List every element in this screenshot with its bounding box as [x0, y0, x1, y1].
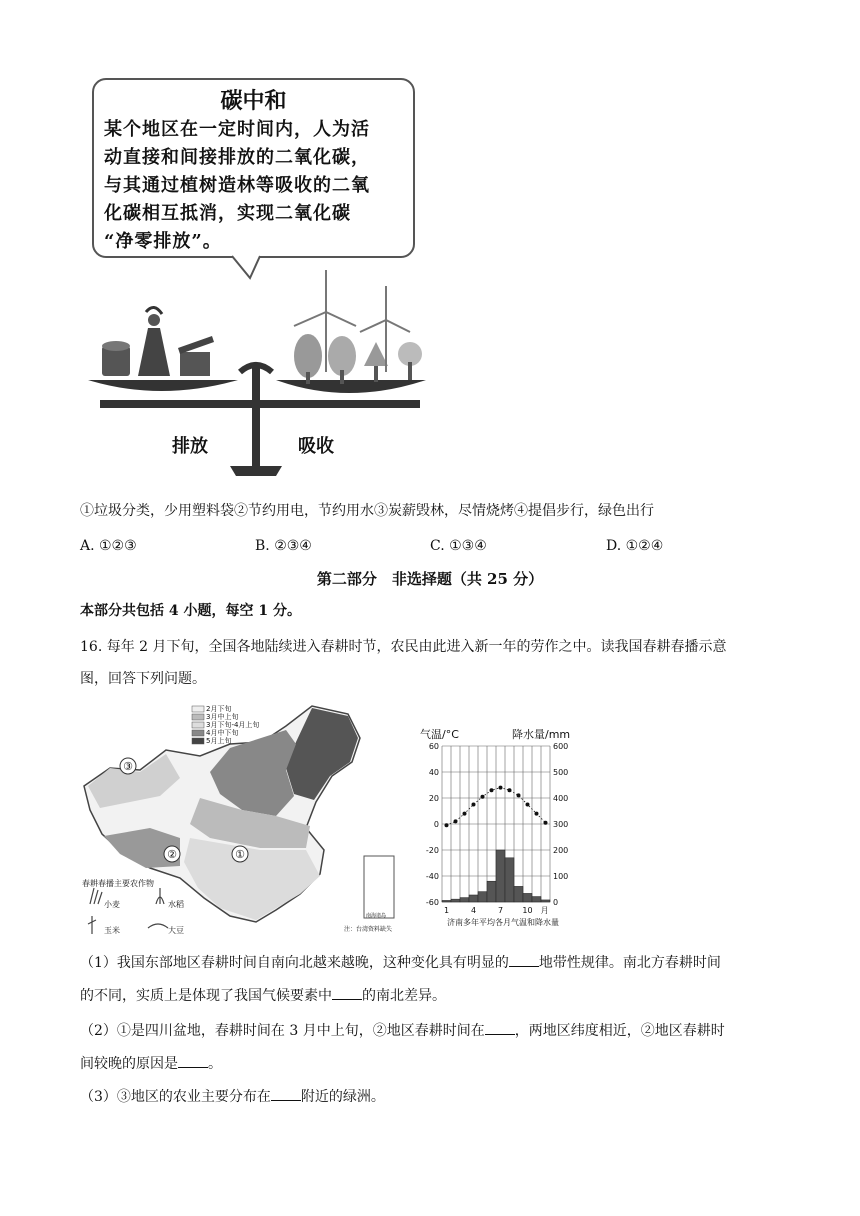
answer-blank[interactable]: [509, 952, 539, 967]
q16-sub2-text-c: 间较晚的原因是: [80, 1056, 178, 1072]
option-d: D. ①②④: [606, 538, 664, 554]
temperature-point: [535, 812, 539, 816]
precip-bar: [469, 895, 478, 902]
q16-sub1-text-c: 的不同，实质上是体现了我国气候要素中: [80, 988, 332, 1004]
option-b: B. ②③④: [255, 538, 312, 554]
q16-sub2-text-a: （2）①是四川盆地，春耕时间在 3 月中上旬，②地区春耕时间在: [80, 1023, 485, 1039]
absorption-label: 吸收: [298, 436, 334, 457]
x-tick-label: 4: [470, 906, 477, 915]
option-c: C. ①③④: [430, 538, 487, 554]
option-a: A. ①②③: [80, 538, 137, 554]
q16-sub1-line1: [80, 952, 721, 973]
precip-bar: [523, 893, 532, 902]
marker-1-label: ①: [235, 848, 245, 861]
oil-derrick-icon: [102, 307, 214, 376]
legend-item: 2月下旬: [206, 705, 232, 713]
callout-title: 碳中和: [220, 88, 287, 114]
x-tick-label: 月: [540, 906, 549, 915]
q16-sub2-line2: [80, 1053, 222, 1074]
precip-bar: [541, 900, 550, 902]
trees-icon: [294, 334, 422, 384]
callout-line: 化碳相互抵消，实现二氧化碳: [104, 203, 351, 224]
q16-sub2-text-b: ，两地区纬度相近，②地区春耕时: [514, 1023, 725, 1039]
right-pan: [276, 380, 426, 393]
precip-bar: [460, 898, 469, 902]
climate-chart: [420, 740, 580, 920]
q15-statements: ①垃圾分类，少用塑料袋②节约用电，节约用水③炭薪毁林，尽情烧烤④提倡步行，绿色出行: [80, 503, 654, 519]
precip-bar: [514, 886, 523, 902]
marker-3-label: ③: [123, 760, 133, 773]
crop-corn: 玉米: [104, 926, 120, 935]
left-tick-label: 40: [428, 768, 439, 777]
map-legend: [192, 706, 204, 744]
right-tick-label: 500: [553, 768, 569, 777]
left-pan: [88, 380, 238, 391]
crop-legend-title: 春耕春播主要农作物: [82, 879, 154, 888]
crop-soybean: 大豆: [168, 926, 184, 935]
chart-left-axis-title: 气温/°C: [420, 728, 459, 741]
region-mar-mid: [184, 838, 320, 920]
temperature-point: [508, 788, 512, 792]
left-tick-label: 20: [428, 794, 439, 803]
q16-sub2-text-d: 。: [208, 1056, 222, 1072]
left-tick-label: 0: [433, 820, 439, 829]
marker-2-label: ②: [167, 848, 177, 861]
callout-line: 某个地区在一定时间内，人为活: [104, 119, 370, 140]
answer-blank[interactable]: [271, 1086, 301, 1101]
q16-sub3-text-b: 附近的绿洲。: [300, 1089, 385, 1105]
q16-sub1-text-a: （1）我国东部地区春耕时间自南向北越来越晚，这种变化具有明显的: [80, 955, 509, 971]
q16-intro-line2: 图，回答下列问题。: [80, 671, 206, 687]
answer-blank[interactable]: [485, 1020, 515, 1035]
left-tick-label: -20: [425, 846, 439, 855]
q16-sub1-text-b: 地带性规律。南北方春耕时间: [538, 955, 721, 971]
legend-item: 3月下旬-4月上旬: [206, 721, 260, 729]
emission-label: 排放: [172, 436, 208, 457]
carbon-neutral-callout: [92, 78, 415, 258]
china-spring-plowing-map: [80, 698, 398, 942]
temperature-point: [490, 788, 494, 792]
precip-bar: [487, 881, 496, 902]
precip-bar: [532, 897, 541, 902]
right-tick-label: 400: [553, 794, 569, 803]
left-tick-label: 60: [428, 742, 439, 751]
precip-bar: [451, 899, 460, 902]
callout-line: 与其通过植树造林等吸收的二氧: [104, 175, 370, 196]
south-sea-inset: [364, 856, 394, 918]
q16-sub3-line: [80, 1086, 385, 1107]
x-tick-label: 7: [497, 906, 504, 915]
precip-bar: [496, 850, 505, 902]
callout-line: “净零排放”。: [104, 231, 222, 252]
crop-wheat: 小麦: [104, 900, 120, 909]
temperature-point: [472, 803, 476, 807]
chart-title: 济南多年平均各月气温和降水量: [447, 918, 559, 927]
crop-rice: 水稻: [168, 900, 184, 909]
left-tick-label: -60: [425, 898, 439, 907]
temperature-point: [445, 823, 449, 827]
temperature-point: [517, 793, 521, 797]
section-note: 本部分共包括 4 小题，每空 1 分。: [80, 603, 301, 619]
q16-intro-line1: 16. 每年 2 月下旬，全国各地陆续进入春耕时节，农民由此进入新一年的劳作之中。读我国春耕春播示意: [80, 639, 727, 655]
right-tick-label: 600: [553, 742, 569, 751]
temperature-point: [463, 812, 467, 816]
precip-bar: [478, 892, 487, 902]
balance-scale-illustration: [80, 262, 440, 482]
answer-blank[interactable]: [332, 985, 362, 1000]
x-tick-label: 10: [522, 906, 533, 915]
temperature-point: [499, 786, 503, 790]
precip-bar: [505, 858, 514, 902]
crop-icons: [88, 888, 168, 934]
q16-sub1-line2: [80, 985, 446, 1006]
q16-sub1-text-d: 的南北差异。: [362, 988, 446, 1004]
chart-right-axis-title: 降水量/mm: [512, 728, 571, 741]
precip-bar: [442, 900, 451, 902]
legend-item: 4月中下旬: [206, 729, 239, 737]
map-note: 注：台湾资料缺失: [344, 926, 393, 933]
right-tick-label: 0: [553, 898, 559, 907]
q16-sub2-line1: [80, 1020, 725, 1041]
section-title: 第二部分 非选择题（共 25 分）: [316, 570, 544, 588]
x-tick-label: 1: [443, 906, 450, 915]
temperature-point: [526, 803, 530, 807]
callout-line: 动直接和间接排放的二氧化碳，: [104, 147, 370, 168]
temperature-point: [544, 821, 548, 825]
right-tick-label: 200: [553, 846, 569, 855]
left-tick-label: -40: [425, 872, 439, 881]
answer-blank[interactable]: [178, 1053, 208, 1068]
legend-item: 5月上旬: [206, 737, 232, 745]
inset-label: 南海诸岛: [366, 913, 387, 919]
right-tick-label: 100: [553, 872, 569, 881]
q16-sub3-text-a: （3）③地区的农业主要分布在: [80, 1089, 271, 1105]
temperature-point: [481, 795, 485, 799]
right-tick-label: 300: [553, 820, 569, 829]
temperature-point: [454, 819, 458, 823]
legend-item: 3月中上旬: [206, 713, 239, 721]
